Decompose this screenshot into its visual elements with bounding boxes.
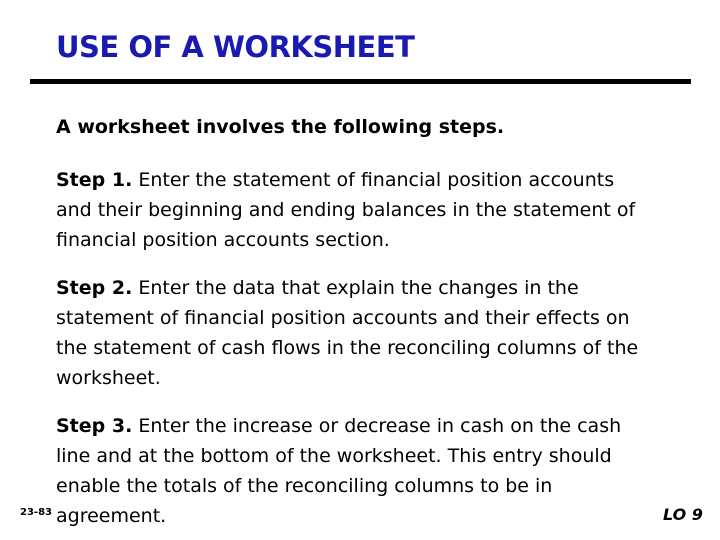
step-line: the statement of cash flows in the reconciling columns of the (56, 337, 639, 359)
step-line: enable the totals of the reconciling columns to be in (56, 475, 553, 497)
learning-objective-label: LO 9 (663, 505, 703, 524)
step-line (56, 165, 696, 195)
intro-text: A worksheet involves the following steps. (56, 116, 505, 138)
step-line: line and at the bottom of the worksheet. This entry should (56, 445, 612, 467)
step-text: Enter the increase or decrease in cash on the cash (132, 415, 622, 437)
step-text: Enter the statement of financial position accounts (132, 169, 615, 191)
step-line: and their beginning and ending balances in the statement of (56, 199, 636, 221)
step-line: financial position accounts section. (56, 229, 390, 251)
title-divider (30, 79, 691, 84)
step-label: Step 3. (56, 415, 133, 437)
step-label: Step 2. (56, 277, 133, 299)
step-2 (56, 273, 696, 393)
step-line: worksheet. (56, 367, 161, 389)
step-line: statement of financial position accounts and their effects on (56, 307, 630, 329)
step-line: agreement. (56, 505, 167, 527)
step-label: Step 1. (56, 169, 133, 191)
step-text: Enter the data that explain the changes in the (132, 277, 579, 299)
step-line (56, 411, 696, 441)
slide-number: 23-83 (20, 507, 52, 518)
step-3 (56, 411, 696, 531)
step-1 (56, 165, 696, 255)
step-line (56, 273, 696, 303)
slide-title: USE OF A WORKSHEET (56, 30, 415, 64)
